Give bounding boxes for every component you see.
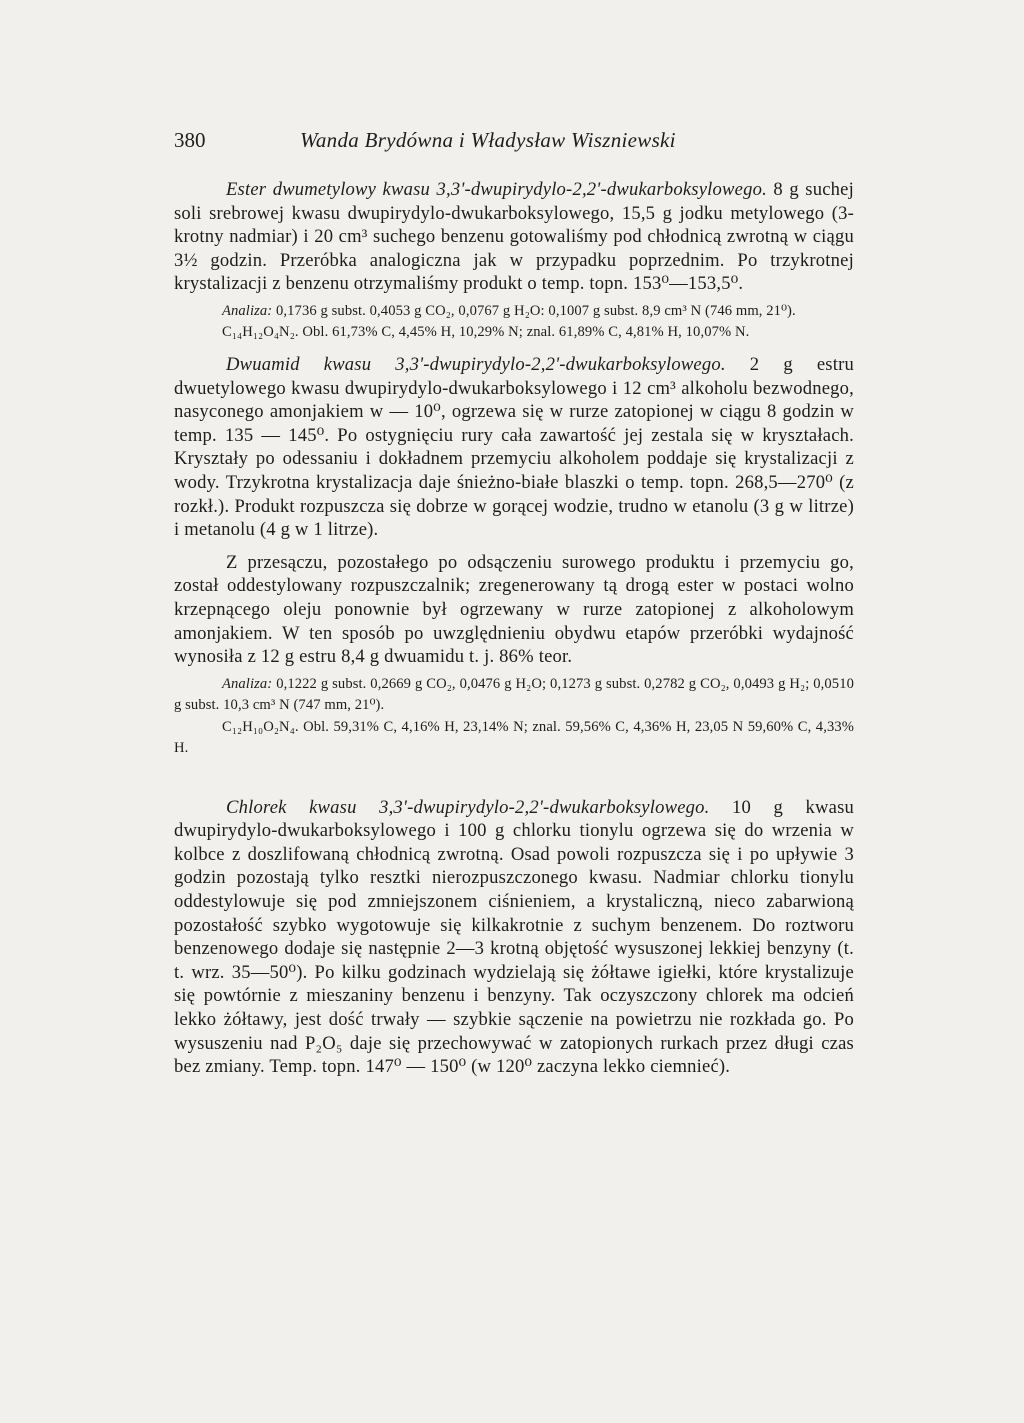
- section-dwuamid-paragraph: [174, 353, 854, 542]
- section-ester-formula: [174, 322, 854, 344]
- formula-text: C₁₂H₁₀O₂N₄. Obl. 59,31% C, 4,16% H, 23,14% N; znal. 59,56% C, 4,36% H, 23,05 N 59,60% C, 4,33% H.: [174, 718, 854, 757]
- section-dwuamid-paragraph-2: [174, 551, 854, 669]
- analysis-text: 0,1222 g subst. 0,2669 g CO₂, 0,0476 g H₂O; 0,1273 g subst. 0,2782 g CO₂, 0,0493 g H₂; 0,0510 g subst. 10,3 cm³ N (747 mm, 21⁰).: [174, 675, 855, 714]
- section-ester-paragraph: [174, 178, 854, 296]
- section-dwuamid-text: 2 g estru dwuetylowego kwasu dwupirydylo-dwukarboksylowego i 12 cm³ alkoholu bezwodnego, nasyconego amonjakiem w — 10⁰, ogrzewa się w rurze zatopionej w ciągu 8 godzin w temp. 135 — 145⁰. Po ostygnięciu rury cała zawartość jej zestala się w kryształach. Kryształy po odessaniu i dokładnem przemyciu alkoholem poddaje się krystalizacji z wody. Trzykrotna krystalizacja daje śnieżno-białe blaszki o temp. topn. 268,5—270⁰ (z rozkł.). Produkt rozpuszcza się dobrze w gorącej wodzie, trudno w etanolu (3 g w litrze) i metanolu (4 g w 1 litrze).: [174, 353, 854, 541]
- section-chlorek-text: 10 g kwasu dwupirydylo-dwukarboksylowego i 100 g chlorku tionylu ogrzewa się do wrzenia w kolbce z doszlifowaną chłodnicą zwrotną. Osad powoli rozpuszcza się i po upływie 3 godzin pozostają tylko resztki nierozpuszczonego kwasu. Nadmiar chlorku tionylu oddestylowuje się pod zmniejszonem ciśnieniem, a krystaliczną, nieco zabarwioną pozostałość szybko wygotowuje się kilkakrotnie z suchym benzenem. Do roztworu benzenowego dodaje się następnie 2—3 krotną objętość wysuszonej lekkiej benzyny (t. t. wrz. 35—50⁰). Po kilku godzinach wydzielają się żółtawe igiełki, które krystalizuje się powtórnie z mieszaniny benzenu i benzyny. Tak oczyszczony chlorek ma odcień lekko żółtawy, jest dość trwały — szybkie sączenie na powietrzu nie rozkłada go. Po wysuszeniu nad P₂O₅ daje się przechowywać w zatopionych rurkach przez długi czas bez zmiany. Temp. topn. 147⁰ — 150⁰ (w 120⁰ zaczyna lekko ciemnieć).: [174, 796, 855, 1078]
- analysis-text: 0,1736 g subst. 0,4053 g CO₂, 0,0767 g H₂O: 0,1007 g subst. 8,9 cm³ N (746 mm, 21⁰).: [276, 302, 796, 319]
- page-header: [174, 128, 854, 160]
- section-chlorek-paragraph: [174, 796, 854, 1079]
- section-dwuamid-analysis: [174, 674, 854, 717]
- analysis-label: Analiza:: [222, 675, 273, 692]
- section-dwuamid-title: Dwuamid kwasu 3,3'-dwupirydylo-2,2'-dwukarboksylowego.: [226, 353, 726, 375]
- formula-text: C₁₄H₁₂O₄N₂. Obl. 61,73% C, 4,45% H, 10,29% N; znal. 61,89% C, 4,81% H, 10,07% N.: [222, 324, 750, 341]
- section-ester-analysis: [174, 301, 854, 323]
- section-chlorek-title: Chlorek kwasu 3,3'-dwupirydylo-2,2'-dwukarboksylowego.: [226, 796, 710, 818]
- page-number: 380: [174, 128, 206, 152]
- section-dwuamid-para2: Z przesączu, pozostałego po odsączeniu surowego produktu i przemyciu go, został oddestylowany rozpuszczalnik; zregenerowany tą drogą ester w postaci wolno krzepnącego oleju ponownie był ogrzewany w rurze zatopionej z alkoholowym amonjakiem. W ten sposób po uwzględnieniu obydwu etapów przeróbki wydajność wynosiła z 12 g estru 8,4 g dwuamidu t. j. 86% teor.: [174, 551, 854, 668]
- section-ester-text: 8 g suchej soli srebrowej kwasu dwupirydylo-dwukarboksylowego, 15,5 g jodku metylowego (3-krotny nadmiar) i 20 cm³ suchego benzenu gotowaliśmy pod chłodnicą zwrotną w ciągu 3½ godzin. Przeróbka analogiczna jak w przypadku poprzednim. Po trzykrotnej krystalizacji z benzenu otrzymaliśmy produkt o temp. topn. 153⁰—153,5⁰.: [174, 179, 854, 295]
- page-body: [174, 178, 854, 1079]
- running-head: Wanda Brydówna i Władysław Wiszniewski: [300, 128, 676, 152]
- section-ester-title: Ester dwumetylowy kwasu 3,3'-dwupirydylo-2,2'-dwukarboksylowego.: [226, 179, 767, 200]
- section-dwuamid-formula: [174, 717, 854, 760]
- analysis-label: Analiza:: [222, 302, 273, 319]
